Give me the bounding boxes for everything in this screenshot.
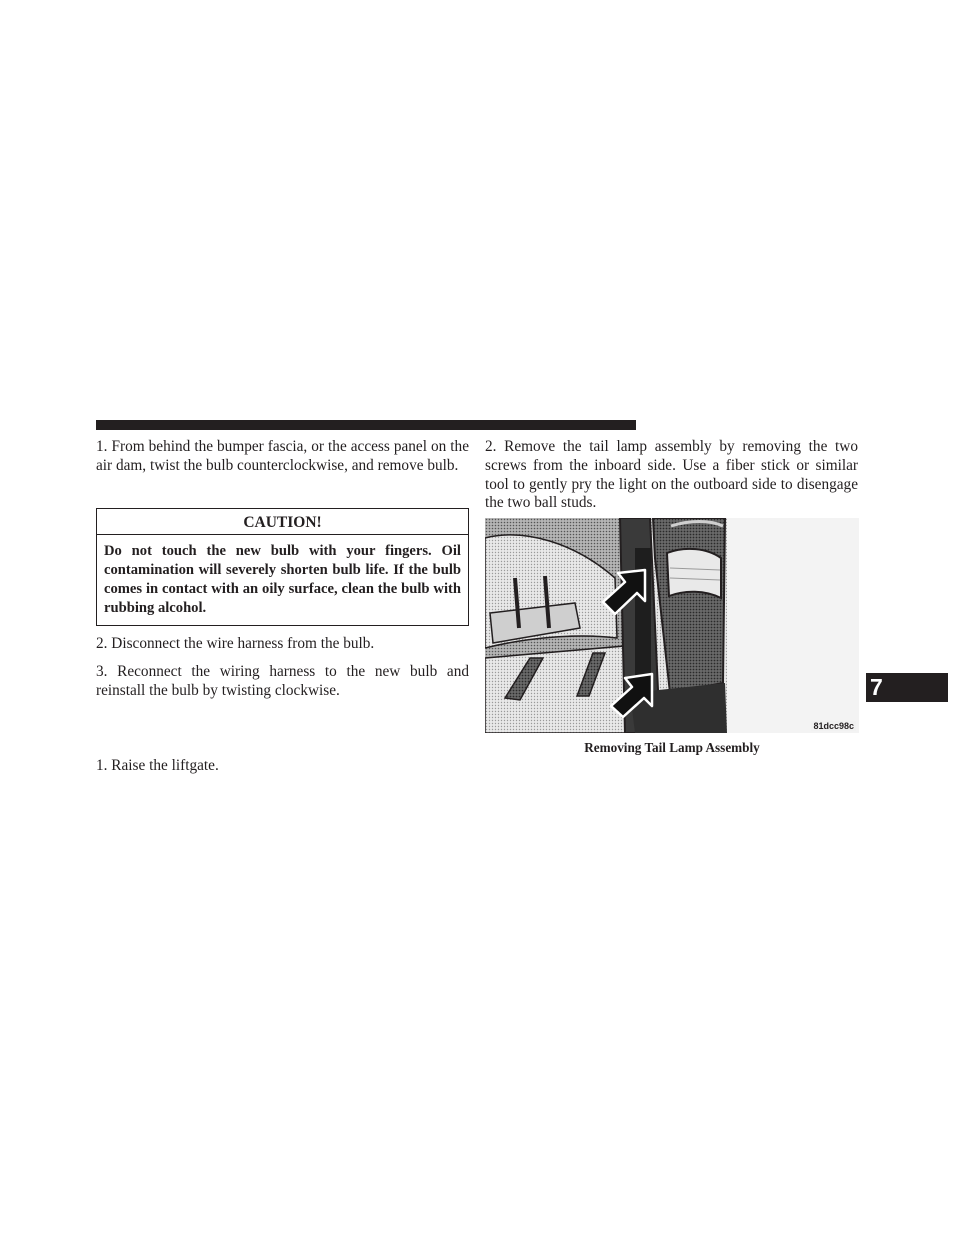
tail-lamp-drawing (485, 518, 859, 733)
section-tab: 7 (866, 673, 948, 702)
step-remove-bulb: 1. From behind the bumper fascia, or the access panel on the air dam, twist the bulb counterclockwise, and remove bulb. (96, 438, 469, 474)
figure-code: 81dcc98c (813, 721, 854, 731)
tail-lamp-illustration (485, 518, 859, 733)
step-raise-liftgate: 1. Raise the liftgate. (96, 757, 219, 774)
step-reconnect-harness: 3. Reconnect the wiring harness to the new bulb and reinstall the bulb by twisting clockwise. (96, 663, 469, 699)
caution-title: CAUTION! (97, 509, 468, 535)
left-column (96, 438, 469, 476)
figure-caption: Removing Tail Lamp Assembly (584, 740, 760, 755)
right-column (485, 438, 858, 513)
step-remove-tail-lamp: 2. Remove the tail lamp assembly by removing the two screws from the inboard side. Use a fiber stick or similar tool to gently pry the light on the outboard side to disengage the two ball studs. (485, 438, 858, 512)
caution-box (96, 508, 469, 626)
step-disconnect-harness: 2. Disconnect the wire harness from the bulb. (96, 635, 375, 652)
caution-text: Do not touch the new bulb with your fingers. Oil contamination will severely shorten bulb life. If the bulb comes in contact with an oily surface, clean the bulb with rubbing alcohol. (104, 543, 461, 616)
section-header-rule (96, 420, 636, 430)
